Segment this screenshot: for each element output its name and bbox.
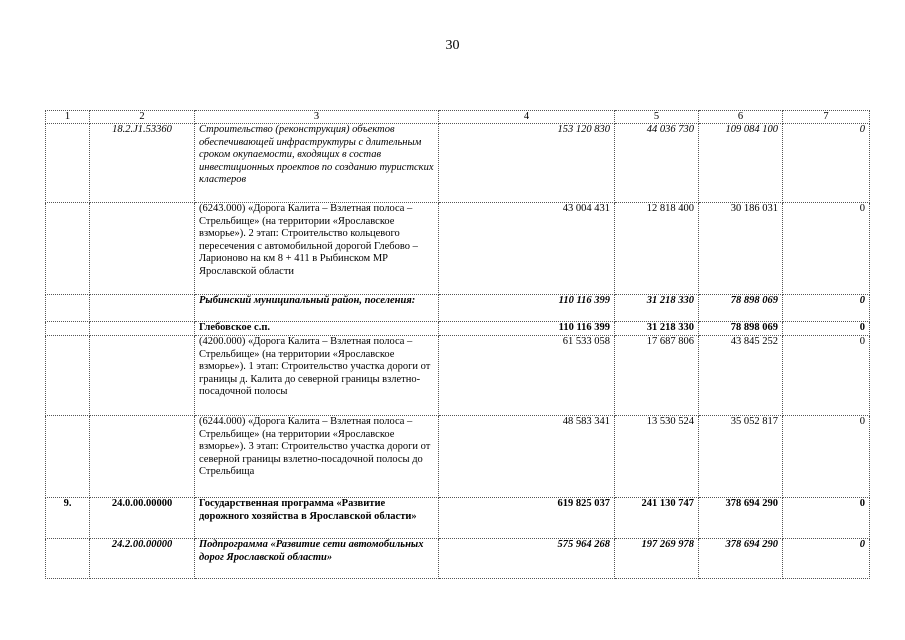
total-amount: 61 533 058 <box>439 336 615 416</box>
amount-col7: 0 <box>783 295 870 322</box>
amount-col5: 197 269 978 <box>615 539 699 579</box>
amount-col7: 0 <box>783 203 870 295</box>
amount-col7: 0 <box>783 498 870 539</box>
amount-col7: 0 <box>783 124 870 203</box>
budget-code <box>90 336 195 416</box>
amount-col7: 0 <box>783 336 870 416</box>
amount-col7: 0 <box>783 322 870 336</box>
table-row <box>46 539 870 579</box>
table-row <box>46 416 870 498</box>
amount-col5: 17 687 806 <box>615 336 699 416</box>
total-amount: 43 004 431 <box>439 203 615 295</box>
amount-col5: 12 818 400 <box>615 203 699 295</box>
column-number: 4 <box>439 111 615 124</box>
row-number <box>46 322 90 336</box>
row-number <box>46 336 90 416</box>
total-amount: 110 116 399 <box>439 322 615 336</box>
table-row <box>46 203 870 295</box>
row-number <box>46 539 90 579</box>
amount-col7: 0 <box>783 416 870 498</box>
budget-code: 18.2.J1.53360 <box>90 124 195 203</box>
budget-code <box>90 295 195 322</box>
item-name: Государственная программа «Развитие дорожного хозяйства в Ярославской области» <box>195 498 439 539</box>
budget-table <box>45 110 870 579</box>
page-number: 30 <box>445 38 460 53</box>
amount-col5: 31 218 330 <box>615 322 699 336</box>
budget-code <box>90 203 195 295</box>
amount-col6: 378 694 290 <box>699 498 783 539</box>
table-row <box>46 295 870 322</box>
total-amount: 619 825 037 <box>439 498 615 539</box>
item-name: (4200.000) «Дорога Калита – Взлетная полоса – Стрельбище» (на территории «Ярославское взморье»). 1 этап: Строительство участка дороги от границы д. Калита до северной границы взлетно-посадочной полосы <box>195 336 439 416</box>
amount-col5: 13 530 524 <box>615 416 699 498</box>
item-name: Строительство (реконструкция) объектов обеспечивающей инфраструктуры с длительным сроком окупаемости, входящих в состав инвестиционных проектов по созданию туристских кластеров <box>195 124 439 203</box>
row-number <box>46 295 90 322</box>
column-number: 5 <box>615 111 699 124</box>
column-number: 2 <box>90 111 195 124</box>
table-row <box>46 124 870 203</box>
amount-col6: 35 052 817 <box>699 416 783 498</box>
total-amount: 110 116 399 <box>439 295 615 322</box>
column-number: 7 <box>783 111 870 124</box>
item-name: Подпрограмма «Развитие сети автомобильных дорог Ярославской области» <box>195 539 439 579</box>
column-number-row <box>46 111 870 124</box>
amount-col6: 30 186 031 <box>699 203 783 295</box>
budget-code <box>90 416 195 498</box>
total-amount: 575 964 268 <box>439 539 615 579</box>
item-name: (6243.000) «Дорога Калита – Взлетная полоса – Стрельбище» (на территории «Ярославское взморье»). 2 этап: Строительство кольцевого пересечения с автомобильной дорогой Глебово – Ларионово на км 8 + 411 в Рыбинском МР Ярославской области <box>195 203 439 295</box>
item-name: Рыбинский муниципальный район, поселения: <box>195 295 439 322</box>
table-row <box>46 322 870 336</box>
amount-col7: 0 <box>783 539 870 579</box>
amount-col6: 43 845 252 <box>699 336 783 416</box>
total-amount: 153 120 830 <box>439 124 615 203</box>
amount-col5: 44 036 730 <box>615 124 699 203</box>
item-name: (6244.000) «Дорога Калита – Взлетная полоса – Стрельбище» (на территории «Ярославское взморье»). 3 этап: Строительство участка дороги от северной границы взлетно-посадочной полосы до Стрельбища <box>195 416 439 498</box>
column-number: 3 <box>195 111 439 124</box>
amount-col6: 78 898 069 <box>699 295 783 322</box>
item-name: Глебовское с.п. <box>195 322 439 336</box>
budget-code <box>90 322 195 336</box>
amount-col5: 241 130 747 <box>615 498 699 539</box>
row-number <box>46 203 90 295</box>
row-number <box>46 124 90 203</box>
column-number: 6 <box>699 111 783 124</box>
amount-col5: 31 218 330 <box>615 295 699 322</box>
total-amount: 48 583 341 <box>439 416 615 498</box>
row-number: 9. <box>46 498 90 539</box>
row-number <box>46 416 90 498</box>
column-number: 1 <box>46 111 90 124</box>
table-row <box>46 336 870 416</box>
amount-col6: 109 084 100 <box>699 124 783 203</box>
amount-col6: 78 898 069 <box>699 322 783 336</box>
table-row <box>46 498 870 539</box>
amount-col6: 378 694 290 <box>699 539 783 579</box>
budget-code: 24.2.00.00000 <box>90 539 195 579</box>
budget-code: 24.0.00.00000 <box>90 498 195 539</box>
